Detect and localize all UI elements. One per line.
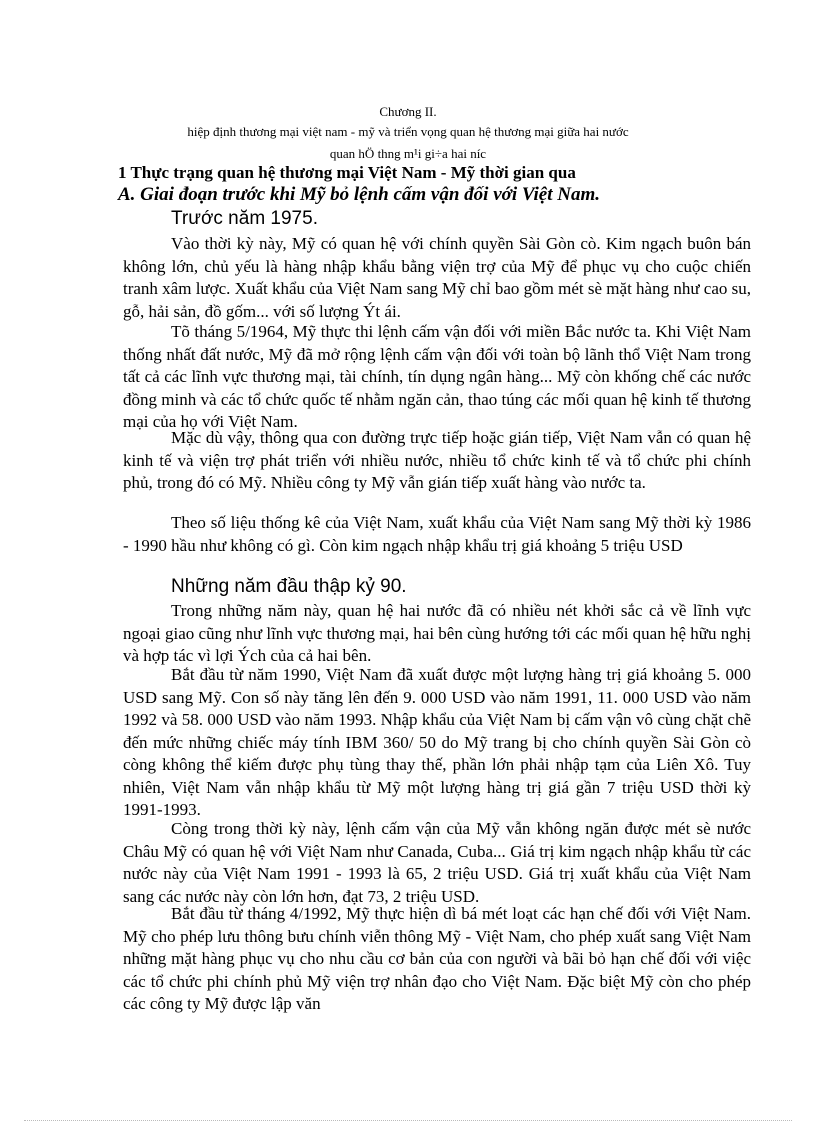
page-bottom-divider [24,1120,792,1121]
paragraph: Tõ tháng 5/1964, Mỹ thực thi lệnh cấm vận đối với miền Bắc nước ta. Khi Việt Nam thống nhất đất nước, Mỹ đã mở rộng lệnh cấm vận đối với toàn bộ lãnh thổ Việt Nam trong tất cả các lĩnh vực thương mại, tài chính, tín dụng ngân hàng... Mỹ còn khống chế các nước đồng minh và các tổ chức quốc tế nhằm ngăn cản, thao túng các mối quan hệ kinh tế thương mại của họ với Việt Nam. [123,322,751,431]
paragraph: Bắt đầu từ năm 1990, Việt Nam đã xuất được một lượng hàng trị giá khoảng 5. 000 USD sang Mỹ. Con số này tăng lên đến 9. 000 USD vào năm 1991, 11. 000 USD vào năm 1992 và 58. 000 USD vào năm 1993. Nhập khẩu của Việt Nam bị cấm vận vô cùng chặt chẽ đến mức những chiếc máy tính IBM 360/ 50 do Mỹ trang bị cho chính quyền Sài Gòn cò còng không thể kiếm được phụ tùng thay thế, phần lớn phải nhập tạm của Liên Xô. Tuy nhiên, Việt Nam vẫn nhập khẩu từ Mỹ một lượng hàng trị giá gần 7 triệu USD thời kỳ 1991-1993. [123,665,751,819]
section-heading: 1 Thực trạng quan hệ thương mại Việt Nam - Mỹ thời gian qua [118,163,576,182]
paragraph: Trong những năm này, quan hệ hai nước đã có nhiều nét khởi sắc cả về lĩnh vực ngoại giao cũng như lĩnh vực thương mại, hai bên cùng hướng tới các mối quan hệ hữu nghị và hợp tác vì lợi Ých của cả hai bên. [123,601,751,665]
chapter-subtitle: hiệp định thương mại việt nam - mỹ và triển vọng quan hệ thương mại giữa hai nước [187,124,629,139]
paragraph: Còng trong thời kỳ này, lệnh cấm vận của Mỹ vẫn không ngăn được mét sè nước Châu Mỹ có quan hệ với Việt Nam như Canada, Cuba... Giá trị kim ngạch nhập khẩu từ các nước này của Việt Nam 1991 - 1993 là 65, 2 triệu USD. Giá trị xuất khẩu của Việt Nam sang các nước này còn lớn hơn, đạt 73, 2 triệu USD. [123,819,751,906]
period-heading-pre-1975: Trước năm 1975. [171,208,318,229]
chapter-title: Chương II. [379,104,437,119]
paragraph: Bắt đầu từ tháng 4/1992, Mỹ thực hiện dì bá mét loạt các hạn chế đối với Việt Nam. Mỹ cho phép lưu thông bưu chính viễn thông Mỹ - Việt Nam, cho phép xuất sang Việt Nam những mặt hàng phục vụ cho nhu cầu cơ bản của con người và bãi bỏ hạn chế đối với việc các tổ chức phi chính phủ Mỹ viện trợ nhân đạo cho Việt Nam. Đặc biệt Mỹ còn cho phép các công ty Mỹ được lập văn [123,904,751,1013]
paragraph: Vào thời kỳ này, Mỹ có quan hệ với chính quyền Sài Gòn cò. Kim ngạch buôn bán không lớn, chủ yếu là hàng nhập khẩu bằng viện trợ của Mỹ để phục vụ cho cuộc chiến tranh xâm lược. Xuất khẩu của Việt Nam sang Mỹ chỉ bao gồm mét sè mặt hàng như cao su, gỗ, hải sản, đồ gốm... với số lượng Ýt ái. [123,234,752,321]
paragraph: Mặc dù vậy, thông qua con đường trực tiếp hoặc gián tiếp, Việt Nam vẫn có quan hệ kinh tế và viện trợ phát triển với nhiều nước, nhiều tổ chức kinh tế và tổ chức phi chính phủ, trong đó có Mỹ. Nhiều công ty Mỹ vẫn gián tiếp xuất hàng vào nước ta. [123,428,751,492]
chapter-subtitle-garbled: quan hÖ thng m¹i gi÷a hai níc [329,146,487,161]
period-heading-early-90s: Những năm đầu thập kỷ 90. [171,576,407,597]
subsection-heading: A. Giai đoạn trước khi Mỹ bỏ lệnh cấm vận đối với Việt Nam. [118,184,600,205]
paragraph: Theo số liệu thống kê của Việt Nam, xuất khẩu của Việt Nam sang Mỹ thời kỳ 1986 - 1990 hầu như không có gì. Còn kim ngạch nhập khẩu trị giá khoảng 5 triệu USD [123,513,751,555]
